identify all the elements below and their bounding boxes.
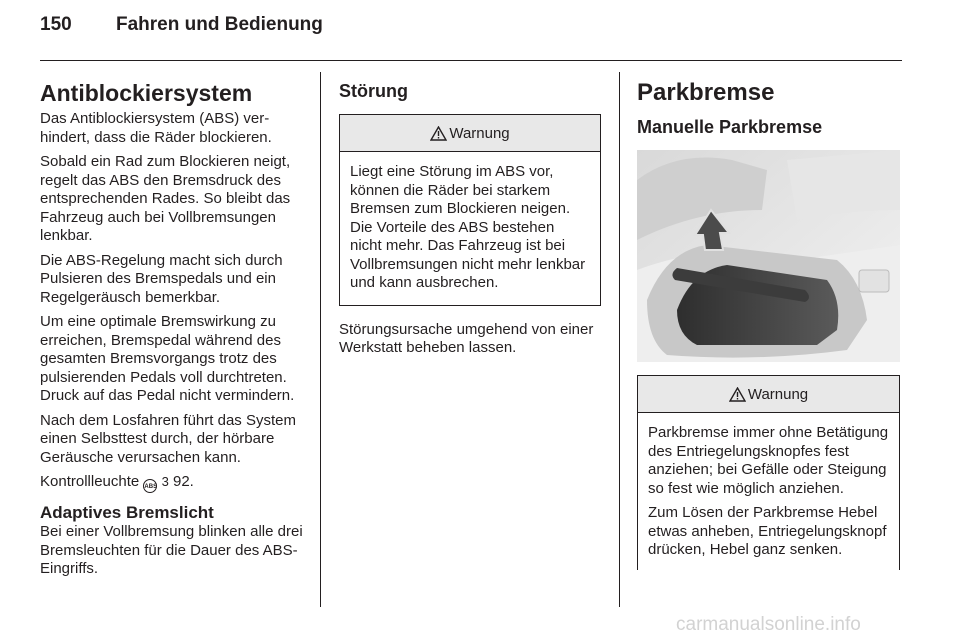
warning-body <box>638 413 899 570</box>
warning-header <box>340 115 600 152</box>
warning-label: Warnung <box>747 385 809 403</box>
abs-paragraph: Das Antiblockiersystem (ABS) verhindert, dass die Räder blockieren. <box>40 110 272 146</box>
parking-brake-warning-box <box>637 375 900 570</box>
warning-header <box>638 376 899 413</box>
page-header <box>40 14 323 36</box>
fault-text: Störungsursache umgehend von einer Werkstatt beheben lassen. <box>339 320 594 356</box>
parking-brake-lever-photo <box>637 150 900 362</box>
watermark: carmanualsonline.info <box>676 614 861 635</box>
abs-warning-light-icon: ABS <box>143 479 157 493</box>
fault-title: Störung <box>339 81 408 101</box>
fault-warning-box <box>339 114 601 306</box>
warning-body <box>340 152 600 305</box>
adaptive-brake-light-title: Adaptives Bremslicht <box>40 503 214 522</box>
warning-label: Warnung <box>449 124 510 142</box>
control-light-line <box>40 473 308 493</box>
abs-paragraph: Um eine optimale Bremswirkung zu erreichen, Bremspedal während des gesamten Bremsvorgangs trotz des pulsierenden Pedals voll durchtreten. Druck auf das Pedal nicht vermindern. <box>40 313 295 404</box>
adaptive-brake-light-text: Bei einer Vollbremsung blinken alle drei Bremsleuchten für die Dauer des ABS-Eingriffs. <box>40 523 303 577</box>
warning-triangle-icon <box>729 387 746 402</box>
column-abs <box>40 72 308 585</box>
column-divider <box>619 72 620 607</box>
page-reference-arrow-icon: 3 <box>161 474 169 489</box>
warning-text: Liegt eine Störung im ABS vor, können die Räder bei starkem Bremsen zum Blockieren neigen. Die Vorteile des ABS bestehen nicht mehr. Das Fahrzeug ist bei Vollbremsungen nicht mehr lenkbar und kann ausbrechen. <box>350 163 586 291</box>
abs-paragraph: Sobald ein Rad zum Blockieren neigt, regelt das ABS den Bremsdruck des entsprechenden Rades. So bleibt das Fahrzeug auch bei Vollbremsungen lenkbar. <box>40 153 291 244</box>
warning-text: Parkbremse immer ohne Betätigung des Entriegelungsknopfes fest anziehen; bei Gefälle oder Steigung so fest wie möglich anziehen. <box>648 424 889 497</box>
column-parking-brake <box>637 72 900 570</box>
abs-title: Antiblockiersystem <box>40 80 253 106</box>
control-light-label: Kontrollleuchte <box>40 473 140 490</box>
warning-triangle-icon <box>430 126 447 141</box>
warning-text: Zum Lösen der Parkbremse Hebel etwas anheben, Entriegelungsknopf drücken, Hebel ganz senken. <box>648 504 887 558</box>
page-number: 150 <box>40 14 72 35</box>
column-divider <box>320 72 321 607</box>
manual-parking-brake-subtitle: Manuelle Parkbremse <box>637 117 823 137</box>
control-light-page-ref: 92. <box>172 473 194 490</box>
abs-paragraph: Die ABS-Regelung macht sich durch Pulsieren des Bremspedals und ein Regelgeräusch bemerkbar. <box>40 251 283 306</box>
header-rule <box>40 60 902 61</box>
abs-paragraph: Nach dem Losfahren führt das System einen Selbsttest durch, der hörbare Geräusche verursachen kann. <box>40 411 296 466</box>
column-fault <box>339 72 601 364</box>
section-title: Fahren und Bedienung <box>116 14 323 35</box>
parking-brake-title: Parkbremse <box>637 79 775 106</box>
